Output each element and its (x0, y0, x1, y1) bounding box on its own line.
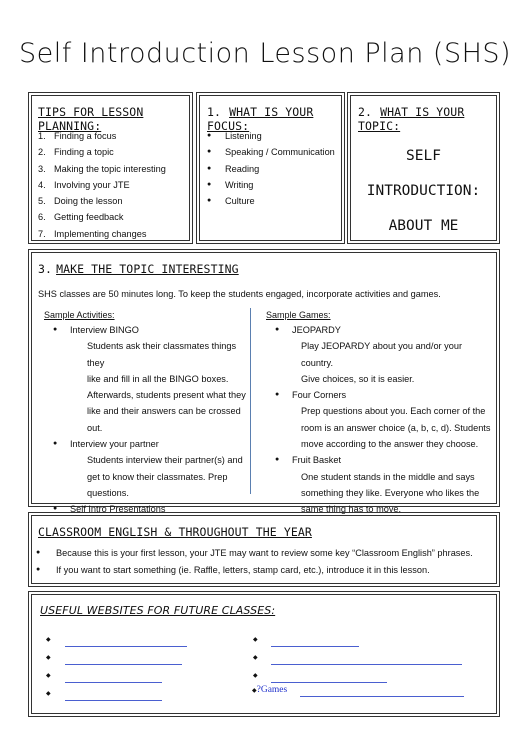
games-column (266, 308, 494, 518)
website-link-blank[interactable] (271, 682, 387, 683)
list-item: ● Culture (207, 193, 335, 209)
bullet-icon: ● (207, 164, 212, 172)
bullet-icon: ● (207, 197, 212, 205)
list-item: ● JEOPARDY (266, 322, 494, 338)
bullet-icon: ● (207, 180, 212, 188)
focus-list (207, 128, 335, 209)
activities-label: Sample Activities: (44, 310, 115, 320)
list-item: ● Writing (207, 177, 335, 193)
topic-box (350, 95, 497, 241)
list-item: ● Self Intro Presentations (44, 501, 254, 517)
bullet-icon: ● (275, 391, 280, 399)
website-link-blank[interactable] (65, 646, 187, 647)
list-item: ● If you want to start something (ie. Raffle, letters, stamp card, etc.), introduce it in this lesson. (36, 562, 473, 579)
bullet-icon: ● (207, 148, 212, 156)
list-item: 5. Doing the lesson (38, 196, 123, 207)
topic-value: SELF INTRODUCTION: ABOUT ME (366, 148, 481, 234)
website-link-blank[interactable] (65, 700, 162, 701)
bullet-icon: ◆ (253, 637, 258, 643)
games-label: Sample Games: (266, 310, 331, 320)
classroom-box (31, 515, 497, 584)
bullet-icon: ● (36, 566, 41, 573)
list-item: 1. Finding a focus (38, 131, 117, 141)
games-link-underline[interactable] (300, 696, 464, 697)
game-desc: Play JEOPARDY about you and/or your country. Give choices, so it is easier. (301, 341, 463, 384)
list-item: 7. Implementing changes (38, 228, 147, 239)
topic-heading: 2. WHAT IS YOUR TOPIC: (358, 105, 465, 133)
bullet-icon: ● (36, 549, 41, 556)
bullet-icon: ● (275, 456, 280, 464)
column-divider (250, 308, 251, 494)
websites-heading: USEFUL WEBSITES FOR FUTURE CLASSES: (40, 604, 276, 617)
diamond-icon: ◆ (252, 688, 257, 694)
games-link[interactable]: ◆?Games (252, 685, 288, 695)
bullet-icon: ● (53, 326, 58, 333)
focus-box (199, 95, 342, 241)
website-link-blank[interactable] (271, 664, 462, 665)
website-link-blank[interactable] (271, 646, 359, 647)
tips-box (31, 95, 190, 241)
list-item: ● Speaking / Communication (207, 144, 335, 160)
page-title: Self Introduction Lesson Plan (SHS) (18, 38, 512, 69)
activity-desc: Students interview their partner(s) and get to know their classmates. Prep questions. (87, 455, 243, 498)
interesting-box (31, 252, 497, 515)
tips-heading: TIPS FOR LESSON PLANNING: (38, 105, 144, 133)
bullet-icon: ◆ (253, 655, 258, 661)
list-item: 4. Involving your JTE (38, 179, 130, 190)
classroom-heading: CLASSROOM ENGLISH & THROUGHOUT THE YEAR (38, 525, 312, 539)
bullet-icon: ◆ (46, 637, 51, 643)
website-link-blank[interactable] (65, 682, 162, 683)
list-item: ● Listening (207, 128, 335, 144)
interesting-heading: 3. MAKE THE TOPIC INTERESTING (38, 262, 239, 276)
focus-heading: 1. WHAT IS YOUR FOCUS: (207, 105, 314, 133)
activities-column (44, 308, 254, 518)
bullet-icon: ◆ (46, 655, 51, 661)
website-link-blank[interactable] (65, 664, 182, 665)
interesting-intro: SHS classes are 50 minutes long. To keep the students engaged, incorporate activities and games. (38, 289, 441, 299)
list-item: ● Four Corners (266, 387, 494, 403)
list-item: ● Because this is your first lesson, your JTE may want to review some key “Classroom English” phrases. (36, 545, 473, 562)
bullet-icon: ◆ (46, 673, 51, 679)
websites-box (31, 594, 497, 714)
bullet-icon: ◆ (253, 673, 258, 679)
list-item: ● Interview BINGO (44, 322, 254, 338)
list-item: ● Interview your partner (44, 436, 254, 452)
bullet-icon: ● (275, 326, 280, 333)
list-item: 3. Making the topic interesting (38, 163, 166, 174)
bullet-icon: ● (53, 505, 58, 513)
bullet-icon: ◆ (46, 691, 51, 697)
classroom-list (36, 545, 473, 579)
tips-list (38, 128, 166, 242)
list-item: 2. Finding a topic (38, 147, 114, 158)
bullet-icon: ● (53, 440, 58, 448)
game-desc: One student stands in the middle and says something they like. Everyone who likes the same thing has to move. (301, 471, 480, 515)
list-item: ● Reading (207, 161, 335, 177)
list-item: 6. Getting feedback (38, 212, 124, 223)
bullet-icon: ● (207, 132, 212, 139)
list-item: ● Fruit Basket (266, 452, 494, 468)
game-desc: Prep questions about you. Each corner of the room is an answer choice (a, b, c, d). Students move according to the answer they choose. (301, 406, 491, 450)
activity-desc: Students ask their classmates things they like and fill in all the BINGO boxes. Afterwards, students present what they like and their answers can be crossed out. (87, 341, 246, 433)
